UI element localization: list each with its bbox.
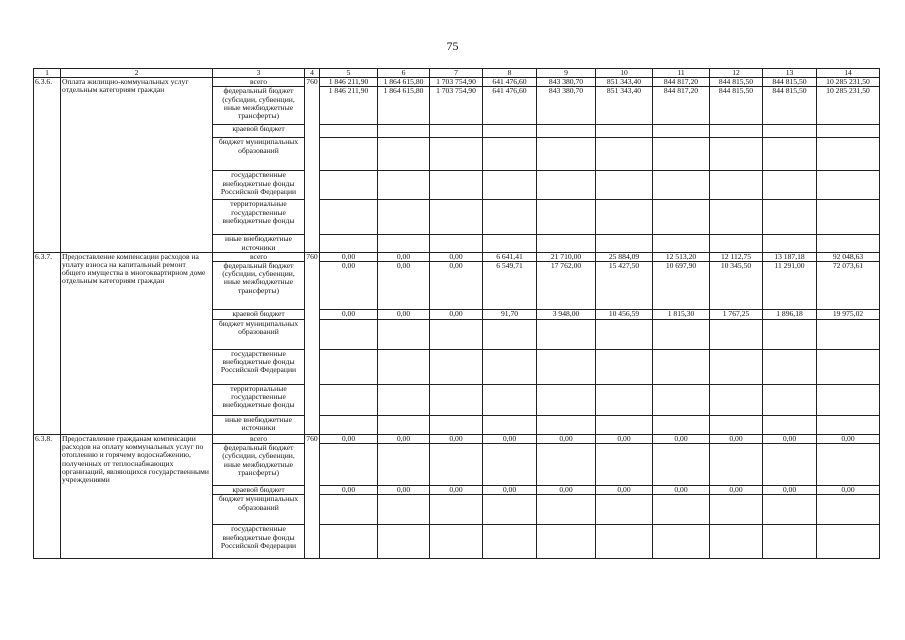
funding-source: государственные внебюджетные фонды Российской Федерации [213, 171, 305, 200]
value-cell: 0,00 [320, 486, 378, 495]
value-cell [378, 138, 430, 171]
value-cell [430, 320, 483, 350]
value-cell: 0,00 [710, 435, 763, 444]
funding-source: территориальные государственные внебюджетные фонды [213, 200, 305, 235]
value-cell [653, 235, 710, 252]
value-cell: 21 710,00 [537, 252, 596, 261]
value-cell [817, 125, 880, 138]
value-cell [537, 444, 596, 486]
value-cell [710, 138, 763, 171]
value-cell [763, 320, 817, 350]
value-cell [817, 416, 880, 435]
value-cell [763, 350, 817, 385]
value-cell: 92 048,63 [817, 252, 880, 261]
value-cell [537, 200, 596, 235]
value-cell: 1 703 754,90 [430, 78, 483, 87]
funding-source: всего [213, 78, 305, 87]
value-cell [430, 171, 483, 200]
value-cell [430, 495, 483, 525]
value-cell [817, 138, 880, 171]
item-description: Предоставление компенсации расходов на уплату взноса на капитальный ремонт общего имущества в многоквартирном доме отдельным категориям граждан [61, 252, 213, 434]
value-cell: 844 815,50 [710, 78, 763, 87]
column-header: 5 [320, 69, 378, 78]
value-cell [710, 125, 763, 138]
value-cell [378, 171, 430, 200]
budget-code: 760 [305, 252, 320, 434]
value-cell [483, 138, 537, 171]
value-cell: 12 513,20 [653, 252, 710, 261]
value-cell [596, 350, 653, 385]
column-header: 8 [483, 69, 537, 78]
value-cell [763, 444, 817, 486]
value-cell: 844 815,50 [763, 87, 817, 125]
value-cell [817, 320, 880, 350]
funding-source: краевой бюджет [213, 125, 305, 138]
value-cell [430, 200, 483, 235]
value-cell: 641 476,60 [483, 87, 537, 125]
column-header: 14 [817, 69, 880, 78]
value-cell [320, 444, 378, 486]
value-cell [763, 171, 817, 200]
value-cell [320, 171, 378, 200]
table-row [34, 78, 880, 87]
value-cell [378, 444, 430, 486]
value-cell: 17 762,00 [537, 262, 596, 310]
value-cell [763, 416, 817, 435]
value-cell [430, 416, 483, 435]
value-cell: 0,00 [537, 435, 596, 444]
column-header: 10 [596, 69, 653, 78]
value-cell: 13 187,18 [763, 252, 817, 261]
value-cell: 0,00 [378, 486, 430, 495]
value-cell [378, 495, 430, 525]
value-cell [710, 350, 763, 385]
value-cell: 11 291,00 [763, 262, 817, 310]
value-cell [653, 444, 710, 486]
value-cell [596, 495, 653, 525]
value-cell [817, 350, 880, 385]
column-header: 9 [537, 69, 596, 78]
value-cell [596, 125, 653, 138]
value-cell: 1 864 615,80 [378, 78, 430, 87]
budget-code: 760 [305, 435, 320, 559]
value-cell: 844 817,20 [653, 87, 710, 125]
funding-source: территориальные государственные внебюджетные фонды [213, 385, 305, 416]
value-cell [430, 125, 483, 138]
value-cell [483, 495, 537, 525]
funding-source: государственные внебюджетные фонды Российской Федерации [213, 350, 305, 385]
funding-source: всего [213, 435, 305, 444]
value-cell [763, 235, 817, 252]
value-cell [378, 385, 430, 416]
item-description: Оплата жилищно-коммунальных услуг отдельным категориям граждан [61, 78, 213, 253]
value-cell [817, 525, 880, 559]
value-cell: 0,00 [430, 262, 483, 310]
value-cell [430, 138, 483, 171]
value-cell: 1 846 211,90 [320, 78, 378, 87]
funding-source: всего [213, 252, 305, 261]
value-cell [710, 320, 763, 350]
funding-source: федеральный бюджет (субсидии, субвенции, иные межбюджетные трансферты) [213, 444, 305, 486]
value-cell [710, 235, 763, 252]
value-cell: 0,00 [378, 310, 430, 320]
funding-source: федеральный бюджет (субсидии, субвенции, иные межбюджетные трансферты) [213, 87, 305, 125]
value-cell: 1 767,25 [710, 310, 763, 320]
value-cell [537, 125, 596, 138]
value-cell [710, 525, 763, 559]
column-header: 6 [378, 69, 430, 78]
value-cell: 844 817,20 [653, 78, 710, 87]
column-header: 13 [763, 69, 817, 78]
value-cell [483, 385, 537, 416]
value-cell: 0,00 [320, 262, 378, 310]
value-cell: 6 549,71 [483, 262, 537, 310]
value-cell [430, 235, 483, 252]
value-cell: 72 073,61 [817, 262, 880, 310]
value-cell [483, 416, 537, 435]
value-cell [378, 320, 430, 350]
value-cell [320, 495, 378, 525]
value-cell [817, 235, 880, 252]
value-cell [483, 171, 537, 200]
value-cell [537, 385, 596, 416]
value-cell [653, 350, 710, 385]
value-cell: 0,00 [320, 435, 378, 444]
value-cell [710, 200, 763, 235]
value-cell [320, 385, 378, 416]
page-number: 75 [446, 39, 459, 53]
value-cell [320, 138, 378, 171]
value-cell [596, 171, 653, 200]
value-cell [653, 138, 710, 171]
value-cell [320, 350, 378, 385]
value-cell: 0,00 [378, 435, 430, 444]
value-cell: 6 641,41 [483, 252, 537, 261]
value-cell [483, 444, 537, 486]
column-header: 7 [430, 69, 483, 78]
value-cell: 0,00 [763, 486, 817, 495]
value-cell [320, 416, 378, 435]
value-cell [596, 138, 653, 171]
value-cell: 0,00 [320, 310, 378, 320]
value-cell: 0,00 [320, 252, 378, 261]
funding-source: краевой бюджет [213, 486, 305, 495]
funding-source: иные внебюджетные источники [213, 416, 305, 435]
column-header: 2 [61, 69, 213, 78]
value-cell [378, 350, 430, 385]
value-cell: 0,00 [483, 486, 537, 495]
value-cell [483, 125, 537, 138]
value-cell: 25 884,09 [596, 252, 653, 261]
value-cell: 641 476,60 [483, 78, 537, 87]
value-cell [710, 385, 763, 416]
value-cell [763, 385, 817, 416]
value-cell [653, 416, 710, 435]
value-cell [653, 320, 710, 350]
value-cell [483, 350, 537, 385]
value-cell: 0,00 [596, 435, 653, 444]
value-cell: 844 815,50 [710, 87, 763, 125]
value-cell: 0,00 [378, 262, 430, 310]
column-header: 3 [213, 69, 305, 78]
value-cell [378, 125, 430, 138]
value-cell [653, 525, 710, 559]
value-cell: 3 948,00 [537, 310, 596, 320]
value-cell [763, 138, 817, 171]
value-cell: 0,00 [378, 252, 430, 261]
column-header: 1 [34, 69, 61, 78]
value-cell [378, 235, 430, 252]
value-cell [537, 171, 596, 200]
value-cell: 10 345,50 [710, 262, 763, 310]
value-cell: 0,00 [710, 486, 763, 495]
value-cell [817, 200, 880, 235]
header-row [34, 69, 880, 78]
value-cell [653, 385, 710, 416]
value-cell: 0,00 [817, 435, 880, 444]
value-cell: 0,00 [430, 252, 483, 261]
value-cell [430, 525, 483, 559]
value-cell: 0,00 [817, 486, 880, 495]
column-header: 11 [653, 69, 710, 78]
value-cell: 91,70 [483, 310, 537, 320]
value-cell: 1 864 615,80 [378, 87, 430, 125]
value-cell [763, 525, 817, 559]
budget-table [33, 68, 880, 559]
value-cell: 844 815,50 [763, 78, 817, 87]
item-number: 6.3.8. [34, 435, 61, 559]
value-cell [710, 495, 763, 525]
value-cell [483, 320, 537, 350]
funding-source: бюджет муниципальных образований [213, 320, 305, 350]
value-cell: 1 846 211,90 [320, 87, 378, 125]
table-row [34, 252, 880, 261]
funding-source: федеральный бюджет (субсидии, субвенции, иные межбюджетные трансферты) [213, 262, 305, 310]
value-cell: 851 343,40 [596, 87, 653, 125]
value-cell [430, 385, 483, 416]
value-cell [596, 235, 653, 252]
value-cell [537, 235, 596, 252]
value-cell: 10 285 231,50 [817, 78, 880, 87]
value-cell [320, 525, 378, 559]
value-cell [320, 320, 378, 350]
value-cell [320, 200, 378, 235]
column-header: 4 [305, 69, 320, 78]
value-cell [430, 444, 483, 486]
value-cell [817, 171, 880, 200]
value-cell [596, 385, 653, 416]
funding-source: краевой бюджет [213, 310, 305, 320]
value-cell: 19 975,02 [817, 310, 880, 320]
value-cell: 10 456,59 [596, 310, 653, 320]
column-header: 12 [710, 69, 763, 78]
value-cell: 0,00 [483, 435, 537, 444]
value-cell [320, 125, 378, 138]
value-cell [596, 444, 653, 486]
value-cell: 10 697,90 [653, 262, 710, 310]
funding-source: бюджет муниципальных образований [213, 495, 305, 525]
funding-source: государственные внебюджетные фонды Российской Федерации [213, 525, 305, 559]
funding-source: иные внебюджетные источники [213, 235, 305, 252]
value-cell [653, 495, 710, 525]
value-cell [710, 416, 763, 435]
item-number: 6.3.7. [34, 252, 61, 434]
value-cell [763, 495, 817, 525]
value-cell [817, 385, 880, 416]
value-cell [537, 525, 596, 559]
value-cell [378, 416, 430, 435]
value-cell: 0,00 [430, 310, 483, 320]
value-cell: 843 380,70 [537, 87, 596, 125]
value-cell: 0,00 [430, 435, 483, 444]
value-cell [763, 125, 817, 138]
value-cell: 12 112,75 [710, 252, 763, 261]
value-cell [378, 200, 430, 235]
value-cell: 1 815,30 [653, 310, 710, 320]
value-cell [710, 171, 763, 200]
value-cell: 0,00 [596, 486, 653, 495]
value-cell [537, 495, 596, 525]
value-cell: 0,00 [653, 486, 710, 495]
value-cell: 10 285 231,50 [817, 87, 880, 125]
value-cell [537, 320, 596, 350]
value-cell [537, 350, 596, 385]
funding-source: бюджет муниципальных образований [213, 138, 305, 171]
table-row [34, 435, 880, 444]
value-cell: 0,00 [430, 486, 483, 495]
value-cell [817, 444, 880, 486]
value-cell [596, 320, 653, 350]
value-cell [596, 525, 653, 559]
item-description: Предоставление гражданам компенсации расходов на оплату коммунальных услуг по отоплению и горячему водоснабжению, полученных от теплоснабжающих организаций, являющихся государственными учреждениями [61, 435, 213, 559]
value-cell [653, 200, 710, 235]
value-cell [596, 200, 653, 235]
value-cell [763, 200, 817, 235]
value-cell: 843 380,70 [537, 78, 596, 87]
value-cell [320, 235, 378, 252]
value-cell: 0,00 [653, 435, 710, 444]
value-cell: 1 703 754,90 [430, 87, 483, 125]
value-cell [817, 495, 880, 525]
value-cell [596, 416, 653, 435]
item-number: 6.3.6. [34, 78, 61, 253]
value-cell [430, 350, 483, 385]
budget-code: 760 [305, 78, 320, 253]
value-cell: 15 427,50 [596, 262, 653, 310]
value-cell: 0,00 [537, 486, 596, 495]
value-cell [710, 444, 763, 486]
value-cell [653, 171, 710, 200]
value-cell: 851 343,40 [596, 78, 653, 87]
value-cell [537, 416, 596, 435]
value-cell: 1 896,18 [763, 310, 817, 320]
value-cell [483, 235, 537, 252]
value-cell [653, 125, 710, 138]
value-cell [537, 138, 596, 171]
value-cell [483, 200, 537, 235]
value-cell [483, 525, 537, 559]
value-cell [378, 525, 430, 559]
value-cell: 0,00 [763, 435, 817, 444]
